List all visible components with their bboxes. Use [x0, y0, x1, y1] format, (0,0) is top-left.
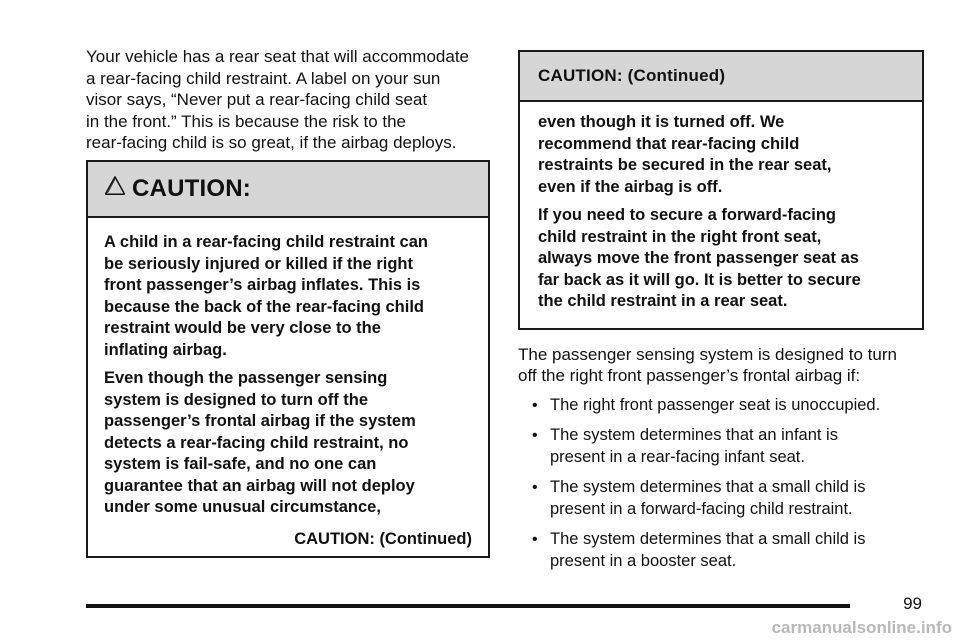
warning-icon — [104, 175, 126, 197]
list-item: • The system determines that an infant is present in a rear-facing infant seat. — [532, 425, 924, 468]
intro-paragraph: Your vehicle has a rear seat that will accommodate a rear-facing child restraint. A label on your sun visor says, “Never put a rear-facing child seat in the front.” This is because the risk to the rear-facing child is so great, if the airbag deploys. — [86, 47, 470, 152]
caution-header-left — [88, 162, 488, 218]
caution-right-paragraph-1: even though it is turned off. We recommend that rear-facing child restraints be secured in the rear seat, even if the airbag is off. — [538, 113, 832, 196]
caution-box-left — [86, 160, 490, 558]
caution-continued-label: CAUTION: (Continued) — [294, 529, 472, 548]
caution-title-right: CAUTION: (Continued) — [538, 66, 726, 85]
list-item: • The system determines that a small child is present in a forward-facing child restraint. — [532, 477, 924, 520]
caution-left-paragraph-1: A child in a rear-facing child restraint can be seriously injured or killed if the right front passenger’s airbag inflates. This is because the back of the rear-facing child restraint would be very close to the inflating airbag. — [104, 233, 428, 359]
left-column — [86, 46, 490, 548]
sensing-intro-paragraph: The passenger sensing system is designed to turn off the right front passenger’s frontal airbag if: — [518, 344, 897, 385]
caution-title-left: CAUTION: — [132, 175, 251, 202]
list-item: • The right front passenger seat is unoccupied. — [532, 395, 924, 417]
caution-header-right — [520, 52, 922, 102]
page-number: 99 — [903, 594, 922, 613]
caution-body-right — [520, 102, 922, 328]
watermark-text: carmanualsonline.info — [771, 618, 952, 637]
caution-right-paragraph-2: If you need to secure a forward-facing child restraint in the right front seat, always move the front passenger seat as far back as it will go. It is better to secure the child restraint in a rear seat. — [538, 206, 861, 310]
caution-left-paragraph-2: Even though the passenger sensing system is designed to turn off the passenger’s frontal airbag if the system detects a rear-facing child restraint, no system is fail-safe, and no one can guarantee that an airbag will not deploy under some unusual circumstance, — [104, 369, 416, 516]
caution-box-right — [518, 50, 924, 330]
list-item: • The system determines that a small child is present in a booster seat. — [532, 529, 924, 572]
sensing-conditions-list — [518, 395, 924, 573]
right-column — [518, 50, 924, 581]
caution-body-left — [88, 218, 488, 550]
footer-rule — [86, 604, 850, 608]
